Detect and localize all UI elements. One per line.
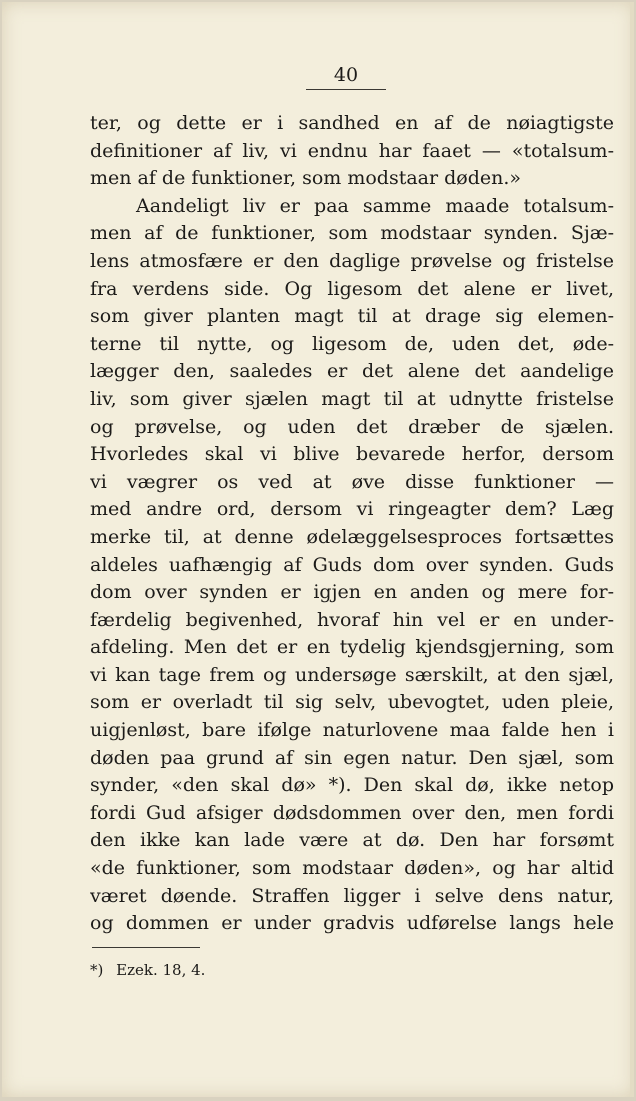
text-line: dom over synden er igjen en anden og mere for- (90, 581, 614, 604)
text-line: og prøvelse, og uden det dræber de sjælen. (90, 415, 614, 438)
page-number: 40 (306, 64, 386, 90)
text-line: lens atmosfære er den daglige prøvelse og fristelse (90, 249, 614, 272)
text-line: med andre ord, dersom vi ringeagter dem? Læg (90, 498, 614, 521)
text-line: men af de funktioner, som modstaar synden. Sjæ- (90, 222, 614, 245)
text-line: ter, og dette er i sandhed en af de nøiagtigste (90, 112, 614, 134)
footnote-divider (92, 947, 200, 948)
text-line: synder, «den skal dø» *). Den skal dø, ikke netop (90, 774, 614, 797)
text-line: fordi Gud afsiger dødsdommen over den, men fordi (90, 801, 614, 824)
text-line: som er overladt til sig selv, ubevogtet, uden pleie, (90, 691, 614, 714)
text-line: færdelig begivenhed, hvoraf hin vel er en under- (90, 608, 614, 631)
footnote-text: Ezek. 18, 4. (116, 961, 206, 979)
text-line: definitioner af liv, vi endnu har faaet — «totalsum- (90, 139, 614, 162)
text-line: afdeling. Men det er en tydelig kjendsgjerning, som (90, 636, 614, 659)
text-line: «de funktioner, som modstaar døden», og har altid (90, 857, 614, 880)
text-line: som giver planten magt til at drage sig elemen- (90, 305, 614, 328)
text-line: merke til, at denne ødelæggelsesproces fortsættes (90, 525, 614, 548)
text-line: fra verdens side. Og ligesom det alene er livet, (90, 277, 614, 300)
text-line: uigjenløst, bare ifølge naturlovene maa falde hen i (90, 719, 614, 742)
body-text (90, 110, 614, 938)
text-line: vi vægrer os ved at øve disse funktioner — (90, 470, 614, 493)
book-page (2, 2, 634, 1097)
text-line: Aandeligt liv er paa samme maade totalsum- (136, 194, 614, 217)
text-line: og dommen er under gradvis udførelse langs hele (90, 912, 614, 935)
text-line: den ikke kan lade være at dø. Den har forsømt (90, 829, 614, 852)
text-line: været døende. Straffen ligger i selve dens natur, (90, 884, 614, 907)
text-line: lægger den, saaledes er det alene det aandelige (90, 360, 614, 383)
text-line: døden paa grund af sin egen natur. Den sjæl, som (90, 746, 614, 769)
footnote (90, 961, 205, 979)
text-line: men af de funktioner, som modstaar døden.» (90, 167, 522, 190)
page-edge (630, 2, 634, 1097)
text-line: Hvorledes skal vi blive bevarede herfor, dersom (90, 443, 614, 466)
text-line: aldeles uafhængig af Guds dom over synden. Guds (90, 553, 614, 576)
text-line: liv, som giver sjælen magt til at udnytte fristelse (90, 387, 614, 410)
text-line: terne til nytte, og ligesom de, uden det, øde- (90, 332, 614, 355)
text-line: vi kan tage frem og undersøge særskilt, at den sjæl, (90, 663, 614, 686)
footnote-marker: *) (90, 961, 104, 979)
